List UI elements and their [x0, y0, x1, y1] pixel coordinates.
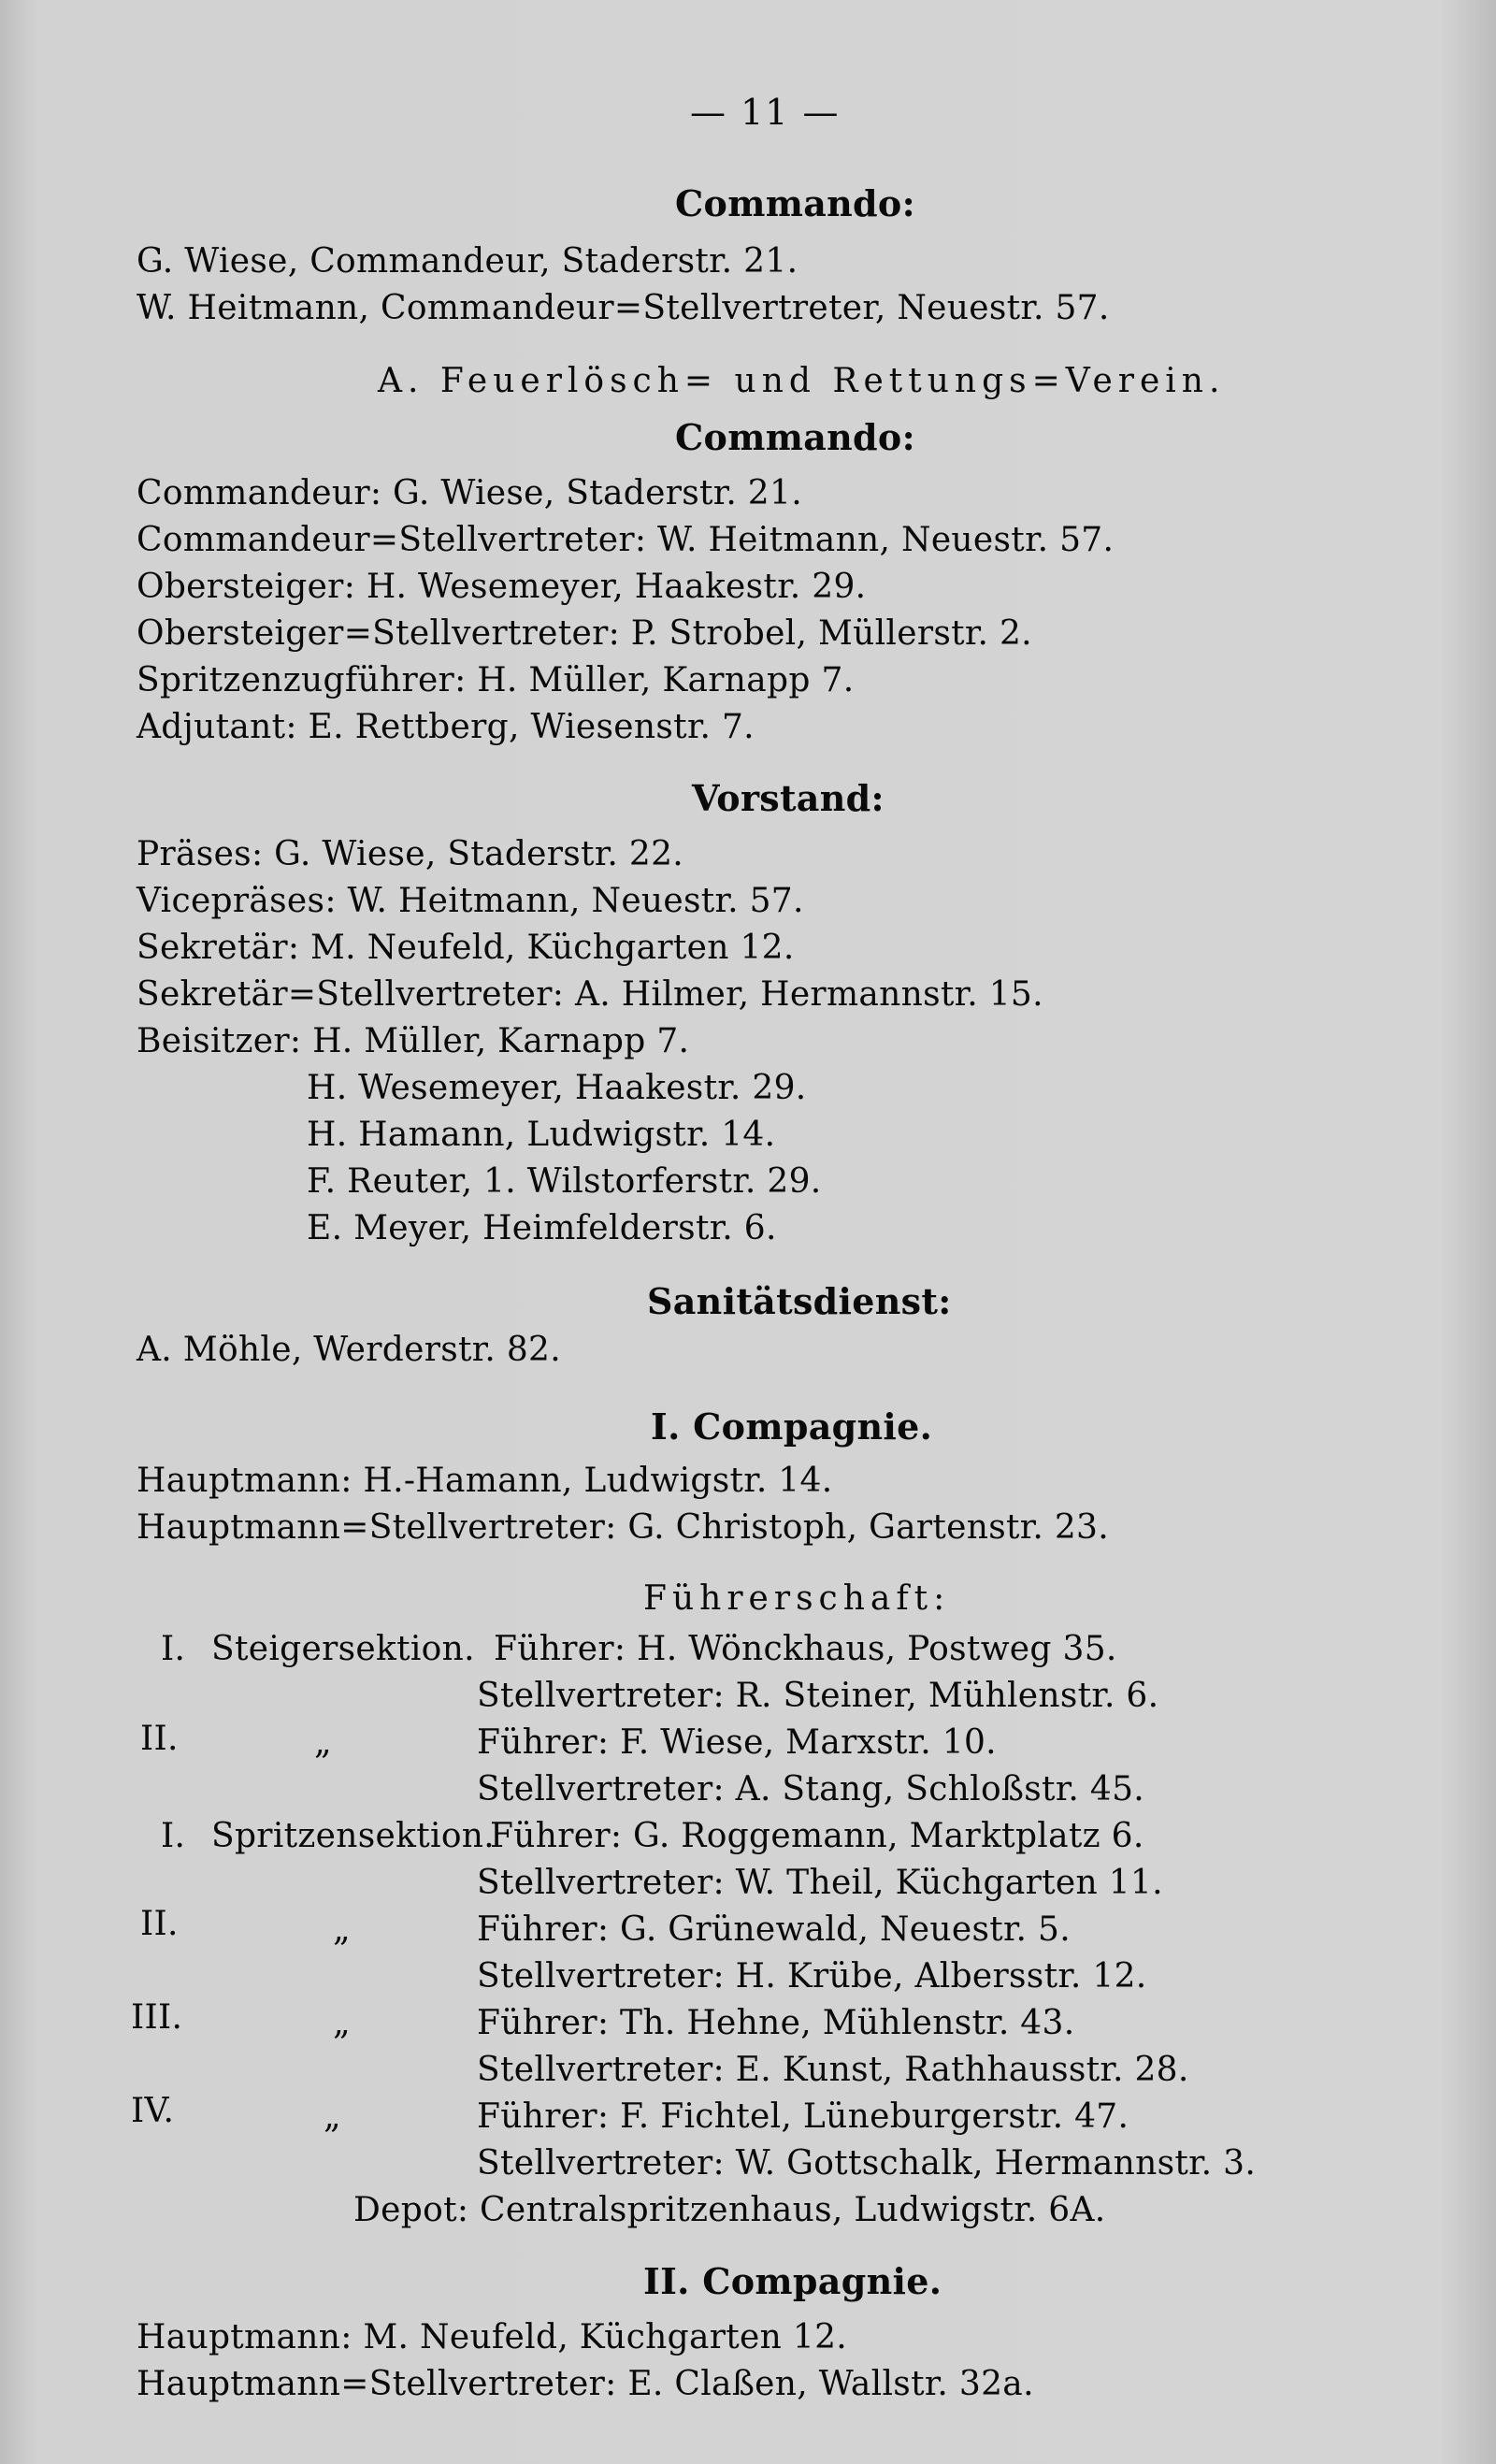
- section-number: IV.: [131, 2092, 175, 2130]
- depot-line: Depot: Centralspritzenhaus, Ludwigstr. 6A.: [353, 2191, 1106, 2229]
- section-number: II.: [140, 1905, 179, 1943]
- verein-commando-line: Commandeur=Stellvertreter: W. Heitmann, Neuestr. 57.: [137, 521, 1115, 559]
- sanitaet-line: A. Möhle, Werderstr. 82.: [137, 1331, 561, 1369]
- commando-line: W. Heitmann, Commandeur=Stellvertreter, Neuestr. 57.: [137, 289, 1110, 327]
- verein-title: A. Feuerlösch= und Rettungs=Verein.: [378, 362, 1226, 400]
- commando-line: G. Wiese, Commandeur, Staderstr. 21.: [137, 242, 798, 281]
- section-stellvertreter: Stellvertreter: H. Krübe, Albersstr. 12.: [477, 1957, 1147, 1996]
- fuehrerschaft-heading: Führerschaft:: [643, 1579, 951, 1618]
- section-label: Spritzensektion.: [211, 1817, 496, 1855]
- beisitzer-line: H. Wesemeyer, Haakestr. 29.: [307, 1069, 807, 1107]
- verein-commando-line: Obersteiger: H. Wesemeyer, Haakestr. 29.: [137, 568, 867, 606]
- vorstand-line: Beisitzer: H. Müller, Karnapp 7.: [137, 1022, 690, 1060]
- vorstand-line: Sekretär=Stellvertreter: A. Hilmer, Hermannstr. 15.: [137, 975, 1043, 1014]
- sanitaet-heading: Sanitätsdienst:: [647, 1280, 952, 1322]
- section-stellvertreter: Stellvertreter: E. Kunst, Rathhausstr. 28.: [477, 2051, 1189, 2089]
- compagnie-2-line: Hauptmann: M. Neufeld, Küchgarten 12.: [137, 2318, 848, 2356]
- compagnie-2-line: Hauptmann=Stellvertreter: E. Claßen, Wallstr. 32a.: [137, 2365, 1034, 2403]
- section-number: III.: [131, 1998, 183, 2037]
- vorstand-line: Sekretär: M. Neufeld, Küchgarten 12.: [137, 929, 795, 967]
- beisitzer-line: E. Meyer, Heimfelderstr. 6.: [307, 1209, 777, 1247]
- section-fuehrer: Führer: G. Grünewald, Neuestr. 5.: [477, 1910, 1071, 1949]
- section-fuehrer: Führer: F. Wiese, Marxstr. 10.: [477, 1723, 997, 1762]
- vorstand-heading: Vorstand:: [692, 777, 885, 819]
- section-fuehrer: Führer: H. Wönckhaus, Postweg 35.: [494, 1630, 1117, 1668]
- compagnie-2-heading: II. Compagnie.: [643, 2260, 942, 2302]
- section-label: „: [324, 2097, 341, 2136]
- section-label: „: [333, 2004, 351, 2042]
- page-number: — 11 —: [690, 92, 841, 133]
- verein-commando-heading: Commando:: [675, 416, 915, 458]
- beisitzer-line: F. Reuter, 1. Wilstorferstr. 29.: [307, 1162, 822, 1201]
- vorstand-line: Vicepräses: W. Heitmann, Neuestr. 57.: [137, 882, 804, 920]
- beisitzer-line: H. Hamann, Ludwigstr. 14.: [307, 1116, 776, 1154]
- section-label: „: [314, 1723, 332, 1762]
- vorstand-line: Präses: G. Wiese, Staderstr. 22.: [137, 835, 684, 873]
- section-fuehrer: Führer: F. Fichtel, Lüneburgerstr. 47.: [477, 2097, 1129, 2136]
- verein-commando-line: Obersteiger=Stellvertreter: P. Strobel, Müllerstr. 2.: [137, 614, 1032, 653]
- verein-commando-line: Commandeur: G. Wiese, Staderstr. 21.: [137, 474, 802, 512]
- verein-commando-line: Spritzenzugführer: H. Müller, Karnapp 7.: [137, 661, 855, 699]
- section-stellvertreter: Stellvertreter: W. Gottschalk, Hermannstr. 3.: [477, 2144, 1257, 2183]
- section-stellvertreter: Stellvertreter: W. Theil, Küchgarten 11.: [477, 1864, 1163, 1902]
- section-label: „: [333, 1910, 351, 1949]
- section-stellvertreter: Stellvertreter: A. Stang, Schloßstr. 45.: [477, 1770, 1145, 1808]
- compagnie-1-line: Hauptmann=Stellvertreter: G. Christoph, Gartenstr. 23.: [137, 1508, 1110, 1547]
- section-fuehrer: Führer: Th. Hehne, Mühlenstr. 43.: [477, 2004, 1075, 2042]
- section-number: II.: [140, 1720, 179, 1758]
- section-fuehrer: Führer: G. Roggemann, Marktplatz 6.: [490, 1817, 1144, 1855]
- verein-commando-line: Adjutant: E. Rettberg, Wiesenstr. 7.: [137, 708, 755, 746]
- compagnie-1-line: Hauptmann: H.-Hamann, Ludwigstr. 14.: [137, 1462, 833, 1500]
- section-number: I.: [161, 1630, 186, 1668]
- section-label: Steigersektion.: [211, 1630, 475, 1668]
- section-stellvertreter: Stellvertreter: R. Steiner, Mühlenstr. 6.: [477, 1677, 1159, 1715]
- commando-heading: Commando:: [675, 182, 915, 224]
- compagnie-1-heading: I. Compagnie.: [651, 1405, 933, 1448]
- section-number: I.: [161, 1817, 186, 1855]
